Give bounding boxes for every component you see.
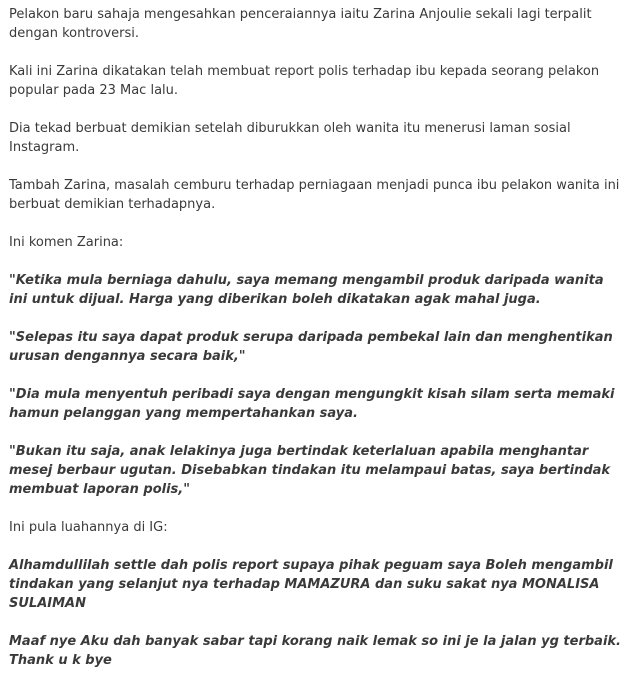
ig-quote-2: Maaf nye Aku dah banyak sabar tapi korang naik lemak so ini je la jalan yg terbaik. Thank u k bye <box>9 634 621 668</box>
instagram-paragraph: Dia tekad berbuat demikian setelah diburukkan oleh wanita itu menerusi laman sosial Instagram. <box>9 121 571 155</box>
police-report-paragraph: Kali ini Zarina dikatakan telah membuat report polis terhadap ibu kepada seorang pelakon popular pada 23 Mac lalu. <box>9 64 600 98</box>
quote-4: "Bukan itu saja, anak lelakinya juga bertindak keterlaluan apabila menghantar mesej berbaur ugutan. Disebabkan tindakan itu melampaui batas, saya bertindak membuat laporan polis," <box>9 444 611 497</box>
quote-3: "Dia mula menyentuh peribadi saya dengan mengungkit kisah silam serta memaki hamun pelanggan yang mempertahankan saya. <box>9 387 615 421</box>
quote-1: "Ketika mula berniaga dahulu, saya memang mengambil produk daripada wanita ini untuk dijual. Harga yang diberikan boleh dikatakan agak mahal juga. <box>9 273 604 307</box>
ig-quote-1: Alhamdullilah settle dah polis report supaya pihak peguam saya Boleh mengambil tindakan yang selanjut nya terhadap MAMAZURA dan suku sakat nya MONALISA SULAIMAN <box>9 558 613 611</box>
jealousy-paragraph: Tambah Zarina, masalah cemburu terhadap perniagaan menjadi punca ibu pelakon wanita ini berbuat demikian terhadapnya. <box>9 178 620 212</box>
intro-paragraph: Pelakon baru sahaja mengesahkan penceraiannya iaitu Zarina Anjoulie sekali lagi terpalit dengan kontroversi. <box>9 7 592 41</box>
comment-intro: Ini komen Zarina: <box>9 235 124 250</box>
quote-2: "Selepas itu saya dapat produk serupa daripada pembekal lain dan menghentikan urusan dengannya secara baik," <box>9 330 613 364</box>
ig-intro: Ini pula luahannya di IG: <box>9 520 168 535</box>
article-body <box>9 5 621 689</box>
